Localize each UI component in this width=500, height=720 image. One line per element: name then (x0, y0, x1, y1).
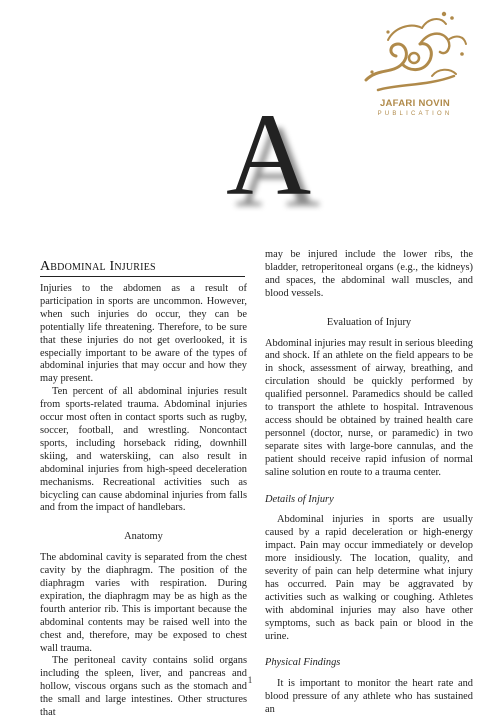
anatomy-heading: Anatomy (124, 531, 163, 543)
physical-findings-heading: Physical Findings (265, 657, 341, 669)
section-title-rule (40, 276, 245, 277)
page-number: 1 (247, 676, 253, 686)
publisher-logo (350, 10, 480, 120)
left-column (40, 283, 247, 720)
paragraph: It is important to monitor the heart rate and blood pressure of any athlete who has sustained an (265, 678, 473, 716)
publisher-emblem-icon (358, 10, 472, 96)
paragraph: The peritoneal cavity contains solid organs including the spleen, liver, and pancreas and hollow, viscous organs such as the stomach and the small and large intestines. Other structures that (40, 655, 247, 719)
publisher-subtitle: PUBLICATION (377, 111, 453, 117)
paragraph: Abdominal injuries may result in serious bleeding and shock. If an athlete on the field appears to be in shock, assessment of airway, breathing, and circulation should be quickly performed by qualified personnel. Paramedics should be called to transport the athlete to hospital. Intravenous access should be obtained by trained health care personnel (doctor, nurse, or paramedic) in two separate sites with large-bore cannulas, and the patient should receive rapid infusion of normal saline solution en route to a trauma center. (265, 337, 473, 478)
paragraph: Abdominal injuries in sports are usually caused by a rapid deceleration or high-energy impact. Pain may occur immediately or develop more insidiously. The location, quality, and severity of pain can help determine what injury has occurred. Pain may be aggravated by activities such as walking or coughing. Athletes with abdominal injuries may also have other symptoms, such as back pain or blood in the urine. (265, 514, 473, 642)
chapter-letter: A (226, 89, 312, 220)
details-heading: Details of Injury (265, 493, 334, 505)
right-column (265, 249, 473, 717)
paragraph: The abdominal cavity is separated from the chest cavity by the diaphragm. The position of the diaphragm varies with respiration. During expiration, the diaphragm may be as high as the fourth anterior rib. This is important because the abdominal contents may be raised well into the chest and, therefore, may be exposed to chest wall trauma. (40, 552, 247, 654)
publisher-name: JAFARI NOVIN (379, 98, 451, 109)
paragraph: Ten percent of all abdominal injuries result from sports-related trauma. Abdominal injuries occur most often in contact sports such as rugby, soccer, football, and wrestling. Noncontact sports, including horseback riding, downhill skiing, and waterskiing, can also result in abdominal injuries from high-speed deceleration mechanisms. Recreational activities such as bicycling can cause abdominal injuries from falls and from the impact of handlebars. (40, 386, 247, 514)
section-title: Abdominal Injuries (40, 259, 156, 274)
paragraph: may be injured include the lower ribs, the bladder, retroperitoneal organs (e.g., the kidneys) and spaces, the abdominal wall muscles, and blood vessels. (265, 249, 473, 299)
paragraph: Injuries to the abdomen as a result of participation in sports are uncommon. However, when such injuries do occur, they can be potentially life threatening. Therefore, to be sure that these injuries do not get overlooked, it is especially important to be aware of the types of abdominal injuries that may occur and how they may present. (40, 283, 247, 385)
evaluation-heading: Evaluation of Injury (326, 316, 412, 328)
